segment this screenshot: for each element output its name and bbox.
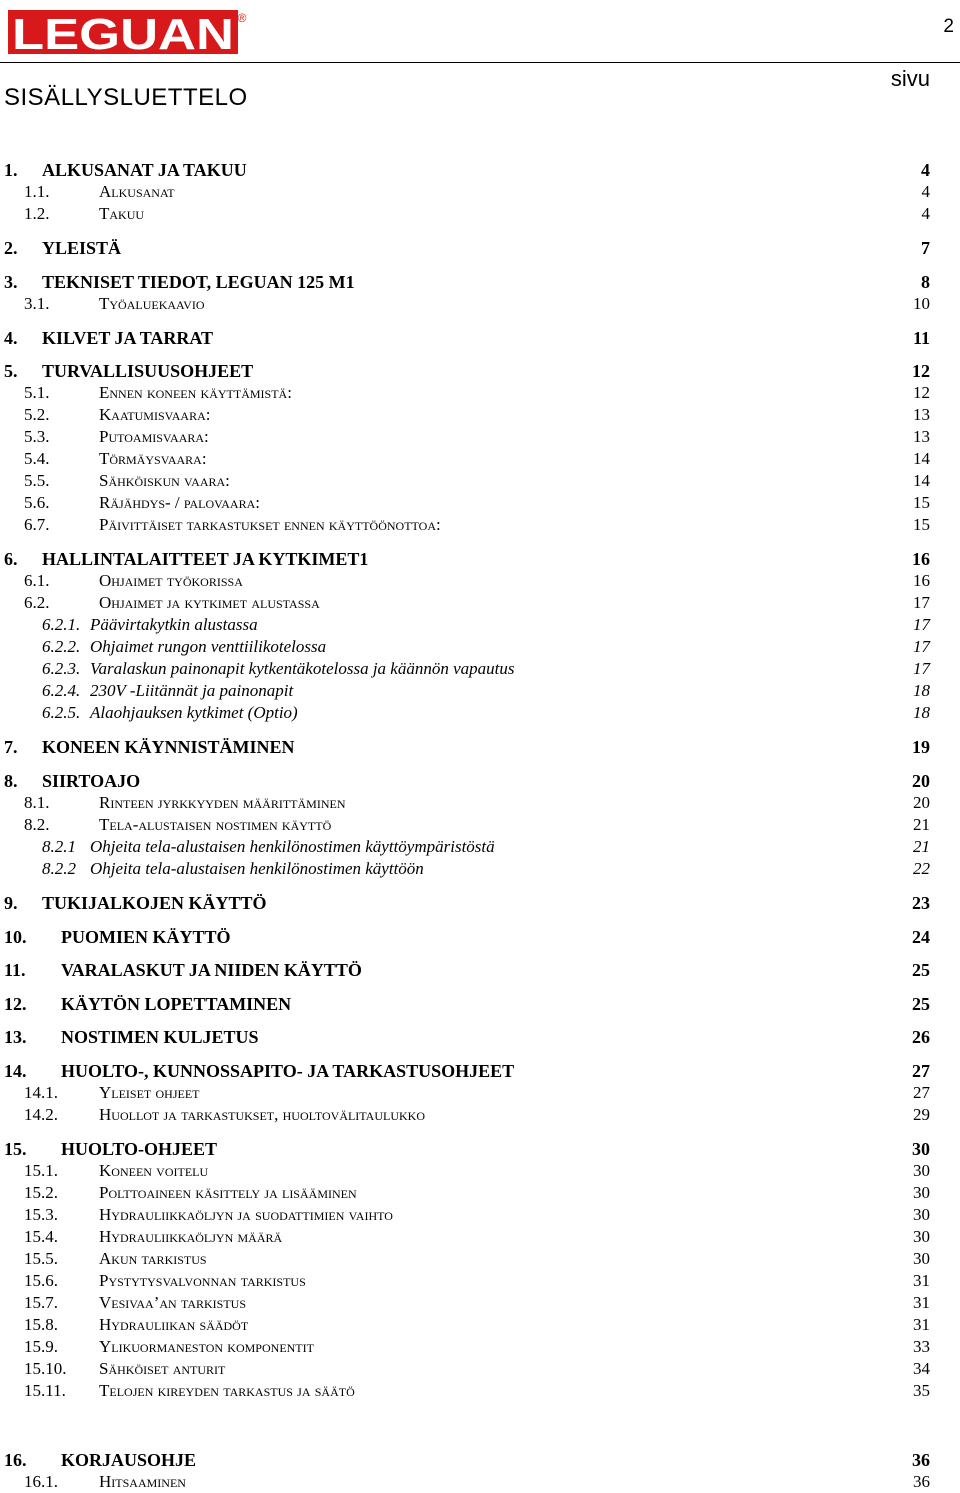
toc-entry-page: 22 (913, 859, 930, 878)
toc-entry[interactable] (0, 814, 960, 836)
toc-entry[interactable] (0, 271, 960, 293)
toc-entry-number: 15.10. (24, 1359, 67, 1378)
toc-entry-page: 21 (913, 815, 930, 834)
toc-entry-number: 6.2.5. (42, 703, 81, 722)
toc-entry-number: 1.1. (24, 182, 50, 201)
toc-title: SISÄLLYSLUETTELO (4, 84, 248, 111)
toc-entry-page: 21 (913, 837, 930, 856)
toc-entry[interactable] (0, 959, 960, 981)
toc-entry-page: 14 (913, 449, 930, 468)
toc-entry-page: 19 (912, 737, 930, 757)
logo-graphic (8, 8, 248, 56)
toc-entry[interactable] (0, 993, 960, 1015)
toc-entry-page: 36 (912, 1450, 930, 1470)
toc-entry-page: 33 (913, 1337, 930, 1356)
toc-entry-number: 6.2.1. (42, 615, 81, 634)
toc-entry-number: 14.1. (24, 1083, 58, 1102)
toc-entry-number: 15.4. (24, 1227, 58, 1246)
toc-entry[interactable] (0, 548, 960, 570)
toc-entry-title: Alkusanat (99, 182, 175, 201)
toc-entry[interactable] (0, 327, 960, 349)
toc-entry-number: 15.6. (24, 1271, 58, 1290)
toc-entry[interactable] (0, 181, 960, 203)
toc-entry-page: 13 (913, 405, 930, 424)
toc-entry-page: 26 (912, 1027, 930, 1047)
toc-entry-number: 5.1. (24, 383, 50, 402)
toc-entry[interactable] (0, 792, 960, 814)
toc-entry[interactable] (0, 592, 960, 614)
toc-entry-number: 6. (4, 549, 18, 569)
toc-entry-page: 30 (912, 1139, 930, 1159)
toc-entry-title: VARALASKUT JA NIIDEN KÄYTTÖ (61, 960, 362, 980)
toc-entry-page: 16 (912, 549, 930, 569)
toc-entry[interactable] (0, 293, 960, 315)
toc-entry[interactable] (0, 159, 960, 181)
toc-entry-title: PUOMIEN KÄYTTÖ (61, 927, 231, 947)
toc-entry-page: 27 (913, 1083, 930, 1102)
toc-entry[interactable] (0, 636, 960, 658)
toc-entry-number: 5.4. (24, 449, 50, 468)
toc-entry[interactable] (0, 926, 960, 948)
toc-entry-page: 8 (921, 272, 930, 292)
toc-entry[interactable] (0, 1138, 960, 1160)
logo-wordmark: LEGUAN (12, 10, 235, 56)
toc-entry-page: 31 (913, 1293, 930, 1312)
toc-entry[interactable] (0, 1471, 960, 1493)
toc-entry-page: 25 (912, 994, 930, 1014)
toc-entry-number: 5.2. (24, 405, 50, 424)
toc-entry-title: Rinteen jyrkkyyden määrittäminen (99, 793, 346, 812)
toc-entry-page: 35 (913, 1381, 930, 1400)
toc-entry[interactable] (0, 1292, 960, 1314)
toc-entry[interactable] (0, 237, 960, 259)
toc-entry-title: Törmäysvaara: (99, 449, 207, 468)
toc-entry-title: Hydrauliikan säädöt (99, 1315, 249, 1334)
toc-entry-page: 17 (913, 615, 930, 634)
toc-entry-title: TUKIJALKOJEN KÄYTTÖ (42, 893, 267, 913)
toc-entry-number: 5. (4, 361, 18, 381)
toc-entry-title: KÄYTÖN LOPETTAMINEN (61, 994, 292, 1014)
toc-entry-number: 8.1. (24, 793, 50, 812)
toc-entry-page: 30 (913, 1161, 930, 1180)
toc-entry-number: 14.2. (24, 1105, 58, 1124)
toc-entry-title: YLEISTÄ (42, 238, 122, 258)
toc-entry-page: 18 (913, 681, 930, 700)
toc-entry[interactable] (0, 770, 960, 792)
toc-entry-title: HUOLTO-OHJEET (61, 1139, 218, 1159)
toc-entry-page: 4 (921, 182, 930, 201)
toc-entry-page: 14 (913, 471, 930, 490)
toc-entry-page: 17 (913, 659, 930, 678)
toc-entry[interactable] (0, 1358, 960, 1380)
toc-entry-title: Koneen voitelu (99, 1161, 209, 1180)
toc-entry[interactable] (0, 892, 960, 914)
toc-entry-page: 23 (912, 893, 930, 913)
toc-entry-title: TURVALLISUUSOHJEET (42, 361, 254, 381)
toc-entry[interactable] (0, 1336, 960, 1358)
toc-entry[interactable] (0, 1182, 960, 1204)
toc-entry-page: 15 (913, 493, 930, 512)
toc-entry-number: 11. (4, 960, 26, 980)
toc-entry[interactable] (0, 470, 960, 492)
toc-entry[interactable] (0, 382, 960, 404)
toc-entry-title: Hitsaaminen (99, 1472, 186, 1491)
toc-entry-number: 15.2. (24, 1183, 58, 1202)
toc-entry-title: Tela-alustaisen nostimen käyttö (99, 815, 332, 834)
toc-entry[interactable] (0, 1026, 960, 1048)
toc-entry-page: 18 (913, 703, 930, 722)
toc-entry-page: 30 (913, 1205, 930, 1224)
toc-entry-number: 16. (4, 1450, 27, 1470)
toc-entry-number: 10. (4, 927, 27, 947)
toc-entry-page: 31 (913, 1315, 930, 1334)
toc-entry-page: 29 (913, 1105, 930, 1124)
toc-entry-number: 3. (4, 272, 18, 292)
toc-entry-title: Ennen koneen käyttämistä: (99, 383, 292, 402)
toc-entry-page: 24 (912, 927, 930, 947)
toc-entry-title: Ylikuormaneston komponentit (99, 1337, 314, 1356)
toc-entry-title: HALLINTALAITTEET JA KYTKIMET1 (42, 549, 369, 569)
toc-entry[interactable] (0, 658, 960, 680)
toc-entry-page: 16 (913, 571, 930, 590)
toc-entry[interactable] (0, 1082, 960, 1104)
toc-entry-title: Ohjaimet ja kytkimet alustassa (99, 593, 320, 612)
toc-entry-number: 15.11. (24, 1381, 66, 1400)
toc-entry-number: 6.2.4. (42, 681, 81, 700)
page-column-label: sivu (890, 66, 930, 91)
toc-entry-page: 25 (912, 960, 930, 980)
toc-entry-page: 12 (912, 361, 930, 381)
toc-entry-page: 31 (913, 1271, 930, 1290)
toc-entry-number: 6.1. (24, 571, 50, 590)
toc-entry-page: 27 (912, 1061, 930, 1081)
toc-entry-title: Ohjaimet rungon venttiilikotelossa (90, 637, 327, 656)
toc-entry-number: 12. (4, 994, 27, 1014)
toc-entry-number: 15.5. (24, 1249, 58, 1268)
toc-entry-number: 3.1. (24, 294, 50, 313)
toc-entry-page: 7 (921, 238, 930, 258)
toc-entry[interactable] (0, 680, 960, 702)
toc-entry-page: 10 (913, 294, 930, 313)
toc-entry[interactable] (0, 404, 960, 426)
toc-entry-title: SIIRTOAJO (42, 771, 141, 791)
toc-entry-number: 6.2.3. (42, 659, 81, 678)
toc-entry-number: 13. (4, 1027, 27, 1047)
toc-entry-page: 30 (913, 1183, 930, 1202)
toc-entry-title: KILVET JA TARRAT (42, 328, 214, 348)
toc-entry-page: 34 (913, 1359, 930, 1378)
toc-entry-title: TEKNISET TIEDOT, LEGUAN 125 M1 (42, 272, 355, 292)
toc-entry[interactable] (0, 1270, 960, 1292)
header-divider (0, 62, 960, 63)
toc-entry-number: 6.7. (24, 515, 50, 534)
toc-entry-title: Päävirtakytkin alustassa (90, 615, 258, 634)
toc-entry[interactable] (0, 1226, 960, 1248)
toc-entry-page: 17 (913, 593, 930, 612)
toc-entry-title: Pystytysvalvonnan tarkistus (99, 1271, 306, 1290)
toc-entry-page: 20 (912, 771, 930, 791)
toc-entry[interactable] (0, 203, 960, 225)
toc-entry-page: 4 (921, 204, 930, 223)
toc-entry-number: 5.3. (24, 427, 50, 446)
toc-entry-number: 15. (4, 1139, 27, 1159)
toc-entry-title: 230V -Liitännät ja painonapit (90, 681, 294, 700)
registered-mark: ® (237, 11, 247, 25)
leguan-logo (8, 8, 248, 56)
toc-entry-title: Ohjeita tela-alustaisen henkilönostimen käyttöön (90, 859, 424, 878)
toc-entry-number: 6.2.2. (42, 637, 81, 656)
toc-entry-title: KONEEN KÄYNNISTÄMINEN (42, 737, 295, 757)
toc-entry-title: Ohjaimet työkorissa (99, 571, 243, 590)
toc-entry-page: 36 (913, 1472, 930, 1491)
toc-entry-number: 2. (4, 238, 18, 258)
toc-entry-page: 11 (912, 328, 930, 348)
toc-entry-title: Hydrauliikkaöljyn ja suodattimien vaihto (99, 1205, 393, 1224)
toc-entry-number: 8.2. (24, 815, 50, 834)
toc-entry-number: 8.2.2 (42, 859, 76, 878)
toc-entry-page: 30 (913, 1249, 930, 1268)
toc-entry-number: 8.2.1 (42, 837, 76, 856)
toc-entry-title: Räjähdys- / palovaara: (99, 493, 260, 512)
toc-entry-page: 20 (913, 793, 930, 812)
toc-entry-title: Sähköiset anturit (99, 1359, 226, 1378)
toc-entry-title: Telojen kireyden tarkastus ja säätö (99, 1381, 355, 1400)
toc-entry[interactable] (0, 1248, 960, 1270)
toc-entry[interactable] (0, 836, 960, 858)
toc-entry-title: Polttoaineen käsittely ja lisääminen (99, 1183, 357, 1202)
toc-entry-title: Takuu (99, 204, 145, 223)
toc-entry[interactable] (0, 1060, 960, 1082)
toc-entry-title: Päivittäiset tarkastukset ennen käyttöönottoa: (99, 515, 441, 534)
toc-entry[interactable] (0, 614, 960, 636)
toc-entry-number: 7. (4, 737, 18, 757)
toc-entry-title: NOSTIMEN KULJETUS (61, 1027, 259, 1047)
page-number: 2 (943, 16, 954, 37)
toc-entry-page: 13 (913, 427, 930, 446)
toc-entry-number: 15.7. (24, 1293, 58, 1312)
toc-entry-title: Alaohjauksen kytkimet (Optio) (90, 703, 298, 722)
toc-entry-number: 15.3. (24, 1205, 58, 1224)
toc-entry-number: 15.8. (24, 1315, 58, 1334)
toc-entry[interactable] (0, 1204, 960, 1226)
toc-entry[interactable] (0, 1104, 960, 1126)
toc-entry[interactable] (0, 448, 960, 470)
toc-entry-number: 15.1. (24, 1161, 58, 1180)
toc-entry-title: Yleiset ohjeet (99, 1083, 200, 1102)
toc-entry-page: 17 (913, 637, 930, 656)
toc-entry[interactable] (0, 858, 960, 880)
toc-entry-number: 6.2. (24, 593, 50, 612)
toc-entry-title: Työaluekaavio (99, 294, 205, 313)
toc-entry-title: Huollot ja tarkastukset, huoltovälitaulukko (99, 1105, 426, 1124)
toc-entry-title: Sähköiskun vaara: (99, 471, 230, 490)
toc-entry-title: Kaatumisvaara: (99, 405, 211, 424)
toc-entry[interactable] (0, 1314, 960, 1336)
toc-entry-title: Vesivaa’an tarkistus (99, 1293, 247, 1312)
toc-entry[interactable] (0, 360, 960, 382)
toc-entry-number: 1.2. (24, 204, 50, 223)
toc-entry[interactable] (0, 570, 960, 592)
toc-entry-number: 4. (4, 328, 18, 348)
toc-entry-title: KORJAUSOHJE (61, 1450, 197, 1470)
toc-entry-number: 16.1. (24, 1472, 58, 1491)
toc-entry-number: 15.9. (24, 1337, 58, 1356)
toc-entry[interactable] (0, 736, 960, 758)
toc-entry-page: 4 (921, 160, 930, 180)
toc-entry[interactable] (0, 492, 960, 514)
toc-entry-title: Varalaskun painonapit kytkentäkotelossa ja käännön vapautus (90, 659, 515, 678)
toc-entry-page: 30 (913, 1227, 930, 1246)
toc-entry-page: 15 (913, 515, 930, 534)
toc-entry[interactable] (0, 1380, 960, 1402)
toc-entry[interactable] (0, 1449, 960, 1471)
toc-entry-title: Akun tarkistus (99, 1249, 207, 1268)
toc-entry-number: 9. (4, 893, 18, 913)
toc-entry[interactable] (0, 514, 960, 536)
toc-entry[interactable] (0, 426, 960, 448)
toc-entry[interactable] (0, 702, 960, 724)
toc-entry-number: 5.6. (24, 493, 50, 512)
toc-entry-number: 8. (4, 771, 18, 791)
toc-entry-title: ALKUSANAT JA TAKUU (42, 160, 247, 180)
toc-entry-title: Putoamisvaara: (99, 427, 209, 446)
toc-entry-title: HUOLTO-, KUNNOSSAPITO- JA TARKASTUSOHJEET (61, 1061, 515, 1081)
toc-entry-title: Ohjeita tela-alustaisen henkilönostimen käyttöympäristöstä (90, 837, 495, 856)
toc-entry-number: 1. (4, 160, 18, 180)
toc-entry-title: Hydrauliikkaöljyn määrä (99, 1227, 283, 1246)
toc-entry-number: 5.5. (24, 471, 50, 490)
toc-entry-page: 12 (913, 383, 930, 402)
toc-entry-number: 14. (4, 1061, 27, 1081)
toc-entry[interactable] (0, 1160, 960, 1182)
